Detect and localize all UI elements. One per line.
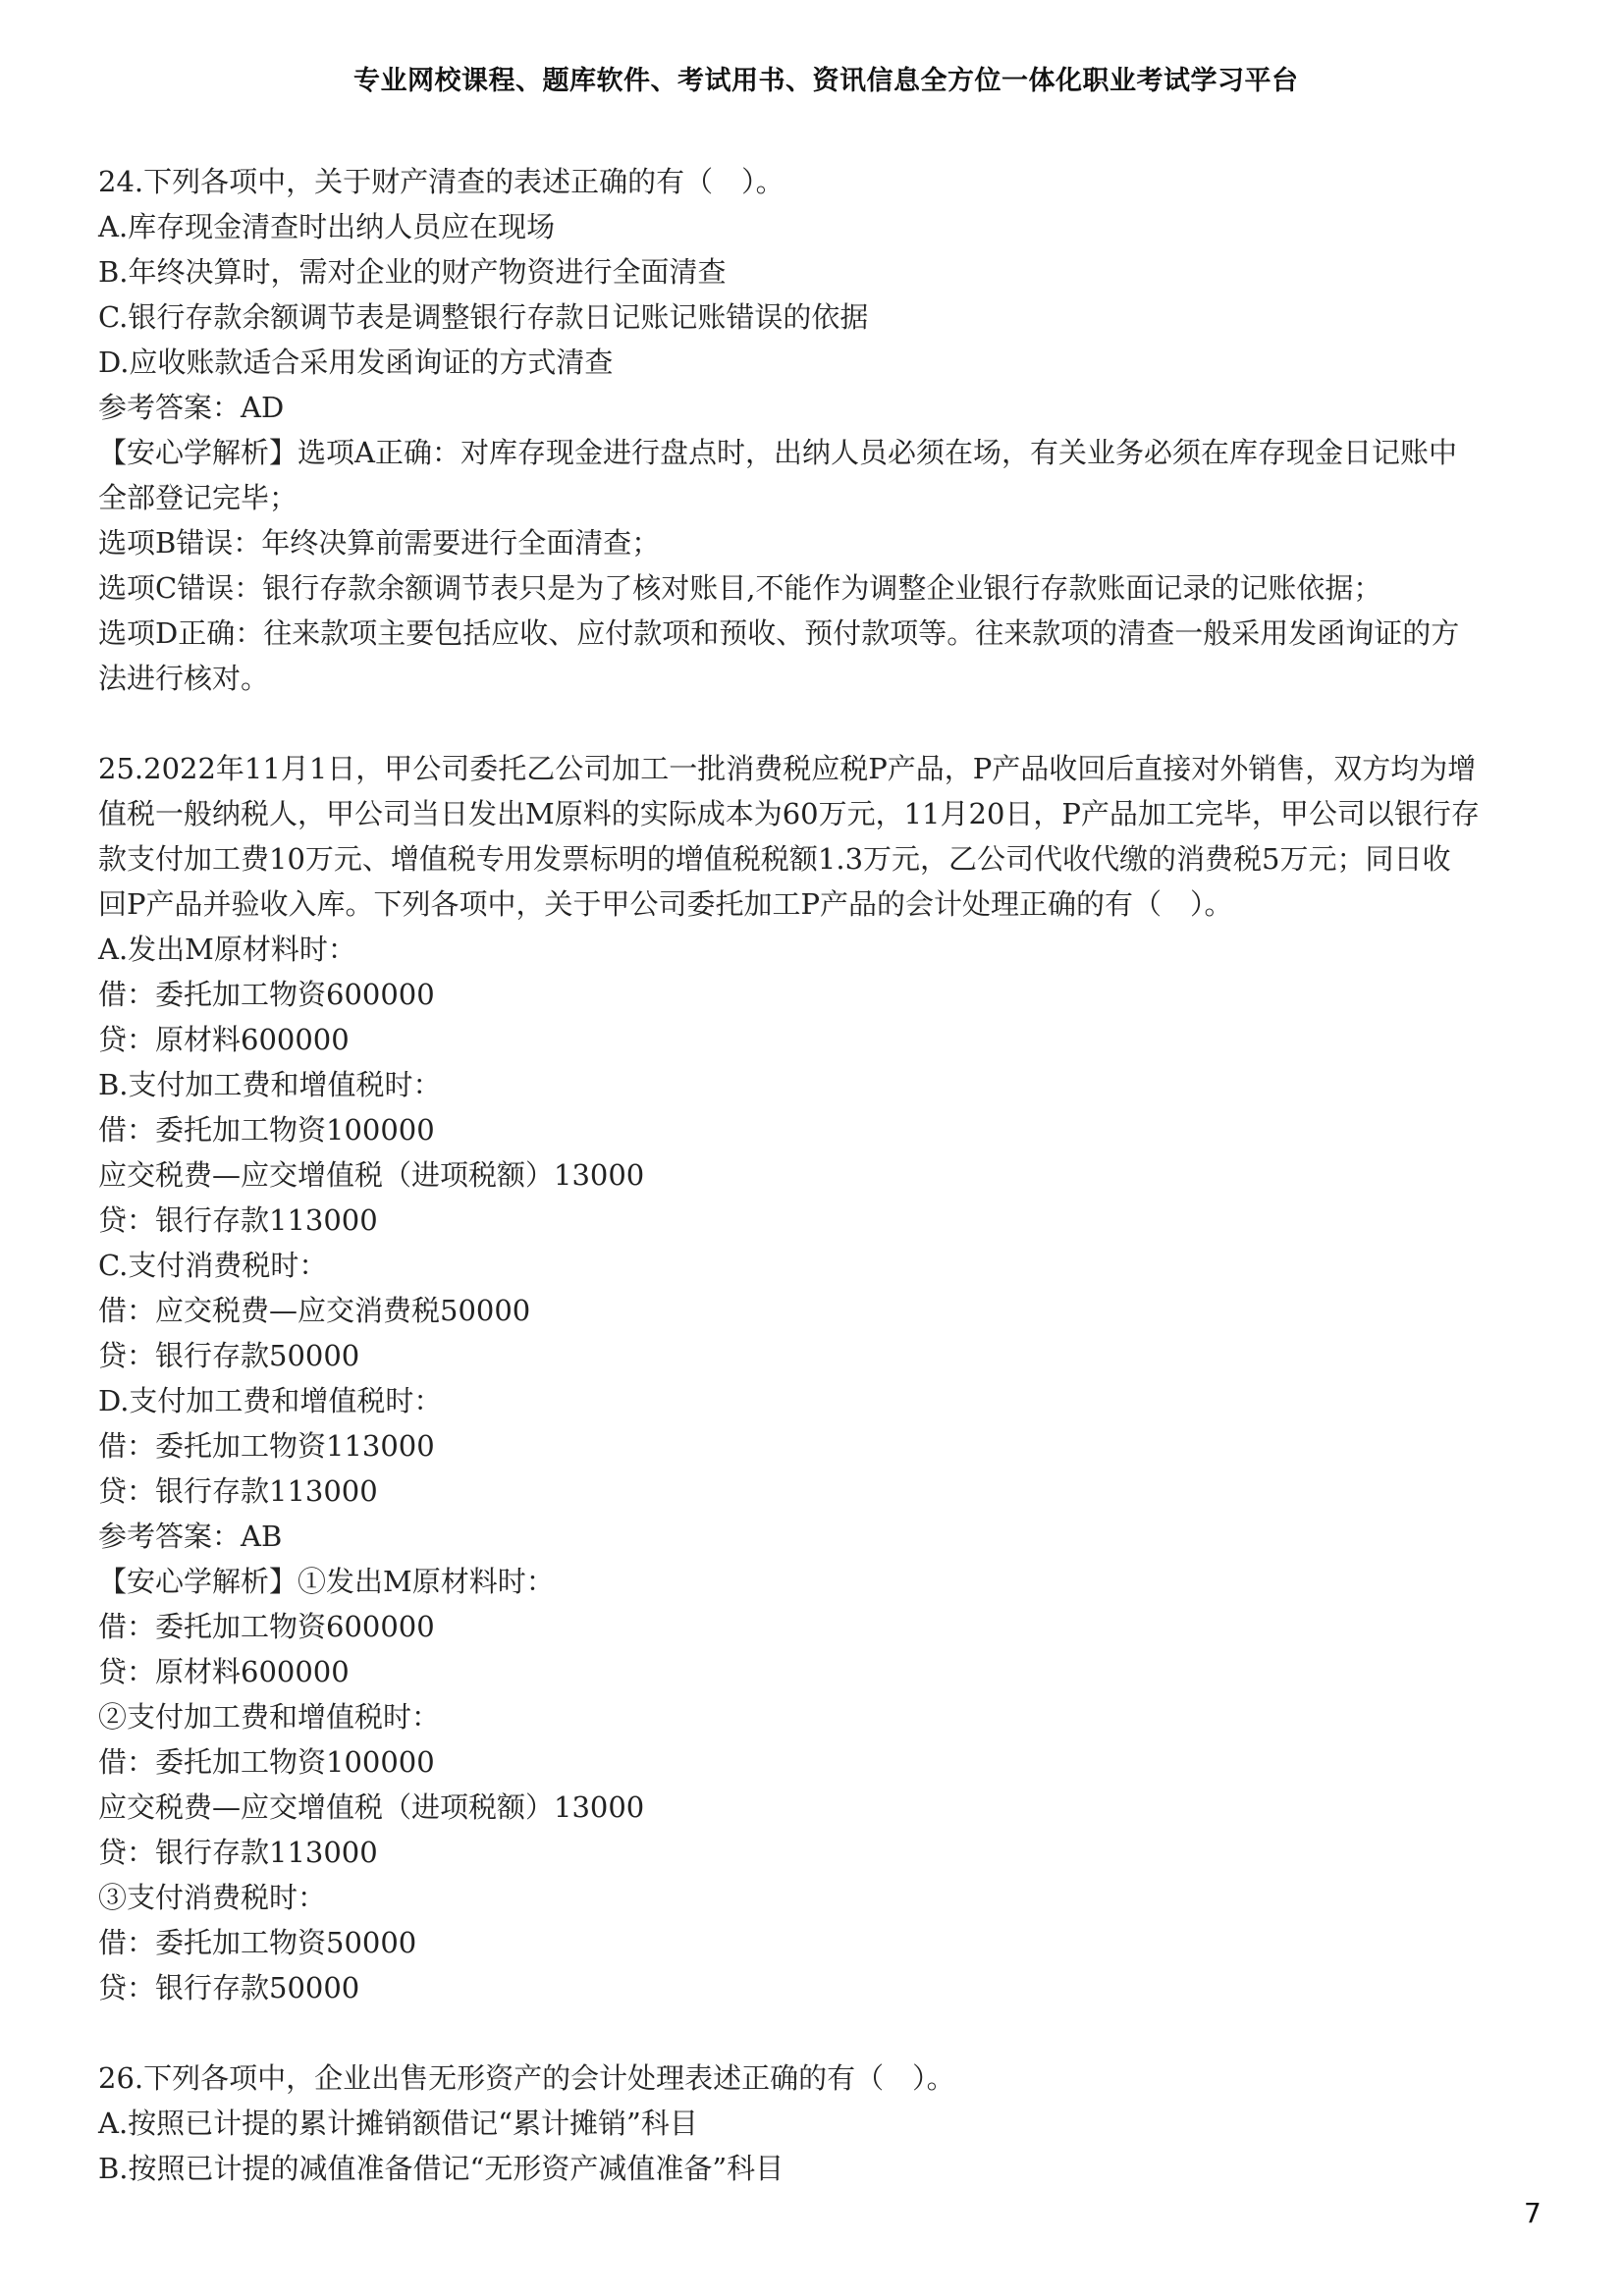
text-line: D.应收账款适合采用发函询证的方式清查 [98, 346, 614, 379]
text-line: 选项C错误：银行存款余额调节表只是为了核对账目,不能作为调整企业银行存款账面记录的记账依据； [98, 571, 1382, 605]
text-line: 贷：银行存款113000 [98, 1836, 378, 1869]
text-line: ②支付加工费和增值税时： [98, 1700, 441, 1734]
text-line: 贷：银行存款50000 [98, 1339, 360, 1372]
text-line: B.年终决算时，需对企业的财产物资进行全面清查 [98, 255, 727, 289]
text-line: B.支付加工费和增值税时： [98, 1068, 442, 1101]
text-line: B.按照已计提的减值准备借记“无形资产减值准备”科目 [98, 2152, 784, 2185]
page-header-title: 专业网校课程、题库软件、考试用书、资讯信息全方位一体化职业考试学习平台 [353, 66, 1299, 96]
text-line: 26.下列各项中，企业出售无形资产的会计处理表述正确的有（ ）。 [98, 2061, 955, 2095]
text-line: D.支付加工费和增值税时： [98, 1384, 443, 1417]
document-body [98, 159, 1532, 2191]
text-line: 借：委托加工物资100000 [98, 1113, 435, 1147]
text-line: 借：委托加工物资50000 [98, 1926, 417, 1959]
question-25 [98, 746, 1532, 2010]
text-line: A.发出M原材料时： [98, 933, 356, 966]
text-line: 值税一般纳税人，甲公司当日发出M原料的实际成本为60万元，11月20日，P产品加工完毕，甲公司以银行存 [98, 797, 1480, 830]
page-number: 7 [1524, 2197, 1542, 2229]
text-line: 借：应交税费—应交消费税50000 [98, 1294, 531, 1327]
text-line: 选项B错误：年终决算前需要进行全面清查； [98, 526, 661, 560]
text-line: 【安心学解析】①发出M原材料时： [98, 1565, 555, 1598]
text-line: 回P产品并验收入库。下列各项中，关于甲公司委托加工P产品的会计处理正确的有（ ）。 [98, 887, 1233, 921]
text-line: 贷：银行存款113000 [98, 1474, 378, 1508]
text-line: 借：委托加工物资600000 [98, 978, 435, 1011]
question-gap [98, 2010, 1532, 2056]
text-line: 款支付加工费10万元、增值税专用发票标明的增值税税额1.3万元，乙公司代收代缴的消费税5万元；同日收 [98, 842, 1451, 876]
text-line: 贷：银行存款113000 [98, 1203, 378, 1237]
text-line: 法进行核对。 [98, 662, 270, 695]
text-line: C.银行存款余额调节表是调整银行存款日记账记账错误的依据 [98, 300, 869, 334]
text-line: 贷：原材料600000 [98, 1655, 350, 1688]
text-line: 借：委托加工物资100000 [98, 1745, 435, 1779]
text-line: 借：委托加工物资600000 [98, 1610, 435, 1643]
text-line: 24.下列各项中，关于财产清查的表述正确的有（ ）。 [98, 165, 784, 198]
text-line: 应交税费—应交增值税（进项税额）13000 [98, 1790, 645, 1824]
text-line: 应交税费—应交增值税（进项税额）13000 [98, 1158, 645, 1192]
text-line: A.按照已计提的累计摊销额借记“累计摊销”科目 [98, 2107, 698, 2140]
text-line: ③支付消费税时： [98, 1881, 327, 1914]
text-line: 25.2022年11月1日，甲公司委托乙公司加工一批消费税应税P产品，P产品收回后直接对外销售，双方均为增 [98, 752, 1477, 785]
text-line: 贷：原材料600000 [98, 1023, 350, 1056]
text-line: C.支付消费税时： [98, 1249, 328, 1282]
text-line: 参考答案：AD [98, 391, 285, 424]
text-line: 【安心学解析】选项A正确：对库存现金进行盘点时，出纳人员必须在场，有关业务必须在库存现金日记账中 [98, 436, 1457, 469]
text-line: 选项D正确：往来款项主要包括应收、应付款项和预收、预付款项等。往来款项的清查一般采用发函询证的方 [98, 616, 1460, 650]
text-line: 参考答案：AB [98, 1520, 283, 1553]
text-line: 贷：银行存款50000 [98, 1971, 360, 2004]
question-26 [98, 2056, 1532, 2191]
question-gap [98, 701, 1532, 746]
text-line: 全部登记完毕； [98, 481, 298, 514]
text-line: 借：委托加工物资113000 [98, 1429, 435, 1463]
text-line: A.库存现金清查时出纳人员应在现场 [98, 210, 556, 243]
question-24 [98, 159, 1532, 701]
